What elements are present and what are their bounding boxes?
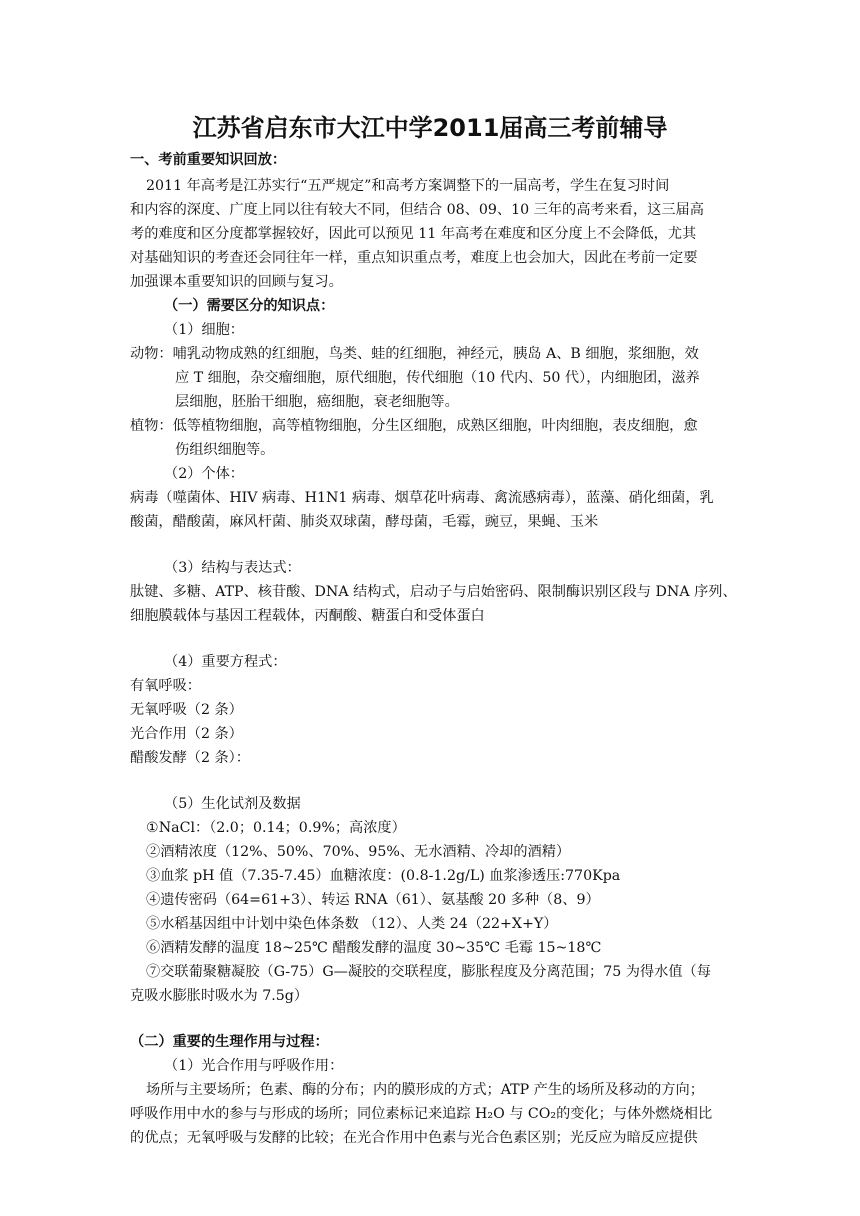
reagent-line: ⑦交联葡聚糖凝胶（G-75）G—凝胶的交联程度，膨胀程度及分离范围；75 为得水值（每	[146, 964, 711, 980]
equation-line: 无氧呼吸（2 条）	[130, 702, 243, 718]
topic-heading: （3）结构与表达式：	[164, 560, 301, 576]
intro-line: 加强课本重要知识的回顾与复习。	[130, 274, 343, 290]
intro-line: 和内容的深度、广度上同以往有较大不同，但结合 08、09、10 三年的高考来看，这三届高	[130, 202, 704, 218]
section-heading: 一、考前重要知识回放：	[130, 152, 287, 168]
plant-cells-line: 植物：低等植物细胞，高等植物细胞，分生区细胞，成熟区细胞，叶肉细胞，表皮细胞，愈	[130, 418, 698, 434]
animal-cells-line: 动物：哺乳动物成熟的红细胞，鸟类、蛙的红细胞，神经元，胰岛 A、B 细胞，浆细胞，效	[130, 346, 699, 362]
topic-heading: （1）光合作用与呼吸作用：	[164, 1058, 344, 1074]
topic-heading: （2）个体：	[164, 466, 244, 482]
reagent-line: ②酒精浓度（12%、50%、70%、95%、无水酒精、冷却的酒精）	[146, 844, 571, 860]
equation-line: 有氧呼吸：	[130, 678, 201, 694]
individuals-line: 病毒（噬菌体、HIV 病毒、H1N1 病毒、烟草花叶病毒、禽流感病毒），蓝藻、硝化细菌，乳	[130, 490, 714, 506]
animal-cells-line: 应 T 细胞，杂交瘤细胞，原代细胞，传代细胞（10 代内、50 代），内细胞团，滋养	[175, 370, 700, 386]
structures-line: 细胞膜载体与基因工程载体，丙酮酸、糖蛋白和受体蛋白	[130, 608, 485, 624]
reagent-line: ①NaCl：（2.0；0.14；0.9%；高浓度）	[146, 820, 406, 836]
photosynthesis-line: 场所与主要场所；色素、酶的分布；内的膜形成的方式；ATP 产生的场所及移动的方向；	[146, 1082, 704, 1098]
equation-line: 醋酸发酵（2 条）：	[130, 750, 250, 766]
photosynthesis-line: 的优点；无氧呼吸与发酵的比较；在光合作用中色素与光合色素区别；光反应为暗反应提供	[130, 1130, 698, 1146]
structures-line: 肽键、多糖、ATP、核苷酸、DNA 结构式，启动子与启始密码、限制酶识别区段与 DNA 序列、	[130, 584, 737, 600]
topic-heading: （4）重要方程式：	[164, 654, 287, 670]
intro-line: 2011 年高考是江苏实行“五严规定”和高考方案调整下的一届高考，学生在复习时间	[146, 178, 670, 194]
plant-cells-line: 伤组织细胞等。	[175, 442, 275, 458]
reagent-line: ⑤水稻基因组中计划中染色体条数 （12）、人类 24（22+X+Y）	[146, 916, 558, 932]
subsection-heading: （二）重要的生理作用与过程：	[130, 1034, 329, 1050]
reagent-line: ③血浆 pH 值（7.35-7.45）血糖浓度：(0.8-1.2g/L) 血浆渗透压:770Kpa	[146, 868, 621, 884]
equation-line: 光合作用（2 条）	[130, 726, 243, 742]
subsection-heading: （一）需要区分的知识点：	[164, 298, 335, 314]
document-title: 江苏省启东市大江中学2011届高三考前辅导	[192, 114, 668, 142]
individuals-line: 酸菌，醋酸菌，麻风杆菌、肺炎双球菌，酵母菌，毛霉，豌豆，果蝇、玉米	[130, 514, 599, 530]
topic-heading: （1）细胞：	[164, 322, 244, 338]
reagent-line: ④遗传密码（64=61+3）、转运 RNA（61）、氨基酸 20 多种（8、9）	[146, 892, 600, 908]
reagent-line: ⑥酒精发酵的温度 18~25℃ 醋酸发酵的温度 30~35℃ 毛霉 15~18℃	[146, 940, 602, 956]
topic-heading: （5）生化试剂及数据	[164, 796, 301, 812]
animal-cells-line: 层细胞，胚胎干细胞，癌细胞，衰老细胞等。	[175, 394, 459, 410]
intro-line: 考的难度和区分度都掌握较好，因此可以预见 11 年高考在难度和区分度上不会降低，尤其	[130, 226, 697, 242]
reagent-line: 克吸水膨胀时吸水为 7.5g）	[130, 988, 309, 1004]
photosynthesis-line: 呼吸作用中水的参与与形成的场所；同位素标记来追踪 H₂O 与 CO₂的变化；与体外燃烧相比	[130, 1106, 713, 1122]
intro-line: 对基础知识的考查还会同往年一样，重点知识重点考，难度上也会加大，因此在考前一定要	[130, 250, 698, 266]
